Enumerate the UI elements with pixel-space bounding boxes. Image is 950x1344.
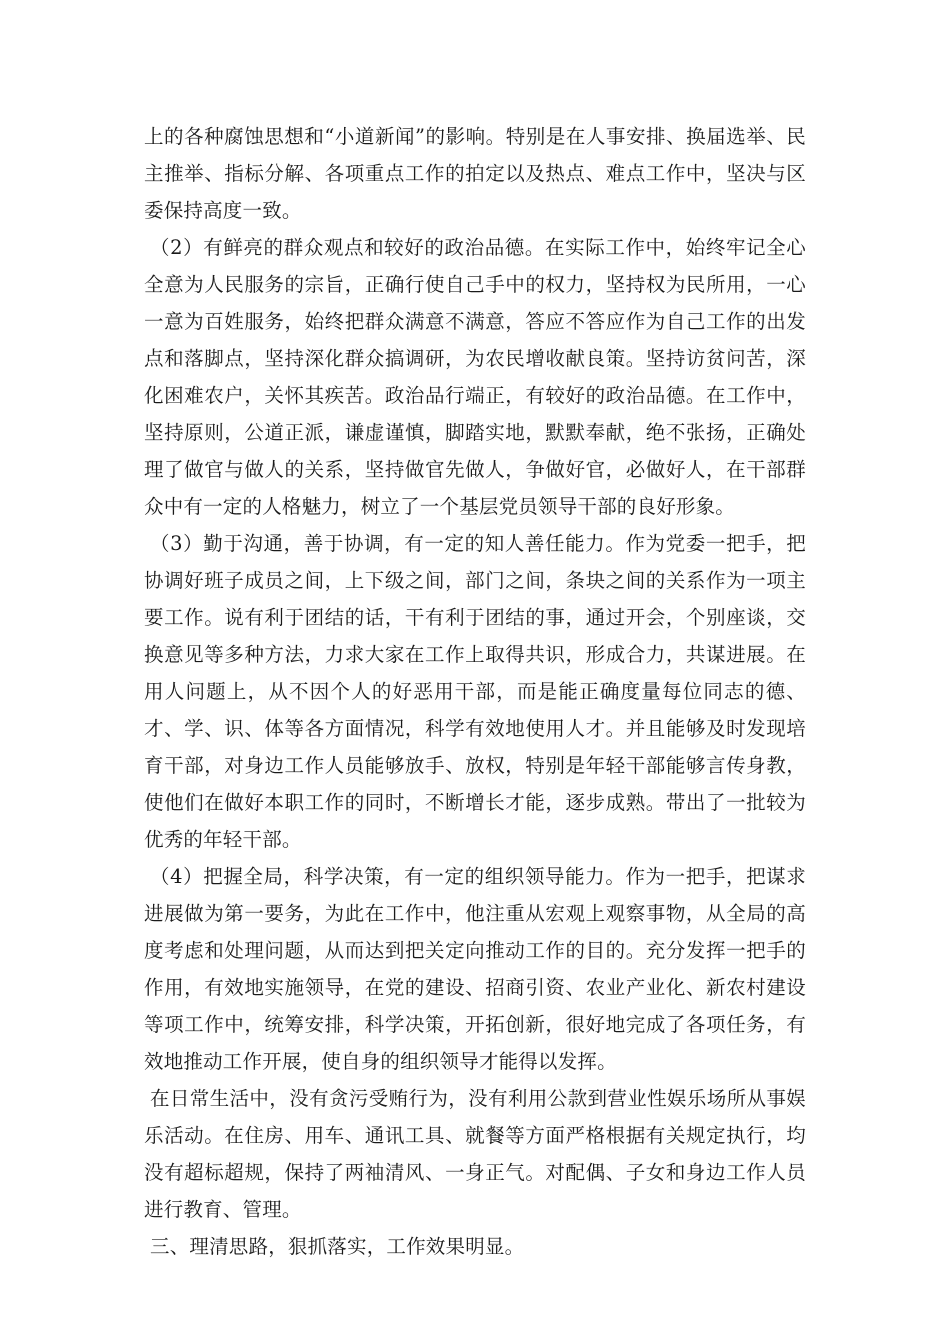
document-body: [144, 118, 806, 1265]
section-heading-three: 三、理清思路，狠抓落实，工作效果明显。: [150, 1235, 525, 1258]
paragraph-continuation: 上的各种腐蚀思想和“小道新闻”的影响。特别是在人事安排、换届选举、民主推举、指标分解、各项重点工作的拍定以及热点、难点工作中，坚决与区委保持高度一致。: [144, 125, 806, 222]
paragraph-point-4: （4）把握全局，科学决策，有一定的组织领导能力。作为一把手，把谋求进展做为第一要务，为此在工作中，他注重从宏观上观察事物，从全局的高度考虑和处理问题，从而达到把关定向推动工作的目的。充分发挥一把手的作用，有效地实施领导，在党的建设、招商引资、农业产业化、新农村建设等项工作中，统筹安排，科学决策，开拓创新，很好地完成了各项任务，有效地推动工作开展，使自身的组织领导才能得以发挥。: [144, 865, 806, 1073]
paragraph-point-2: （2）有鲜亮的群众观点和较好的政治品德。在实际工作中，始终牢记全心全意为人民服务的宗旨，正确行使自己手中的权力，坚持权为民所用，一心一意为百姓服务，始终把群众满意不满意，答应不答应作为自己工作的出发点和落脚点，坚持深化群众搞调研，为农民增收献良策。坚持访贫问苦，深化困难农户，关怀其疾苦。政治品行端正，有较好的政治品德。在工作中，坚持原则，公道正派，谦虚谨慎，脚踏实地，默默奉献，绝不张扬，正确处理了做官与做人的关系，坚持做官先做人，争做好官，必做好人，在干部群众中有一定的人格魅力，树立了一个基层党员领导干部的良好形象。: [144, 236, 806, 518]
paragraph-daily-life: 在日常生活中，没有贪污受贿行为，没有利用公款到营业性娱乐场所从事娱乐活动。在住房、用车、通讯工具、就餐等方面严格根据有关规定执行，均没有超标超规，保持了两袖清风、一身正气。对配偶、子女和身边工作人员进行教育、管理。: [144, 1087, 806, 1221]
paragraph-point-3: （3）勤于沟通，善于协调，有一定的知人善任能力。作为党委一把手，把协调好班子成员之间，上下级之间，部门之间，条块之间的关系作为一项主要工作。说有利于团结的话，干有利于团结的事，通过开会，个别座谈，交换意见等多种方法，力求大家在工作上取得共识，形成合力，共谋进展。在用人问题上，从不因个人的好恶用干部，而是能正确度量每位同志的德、才、学、识、体等各方面情况，科学有效地使用人才。并且能够及时发现培育干部，对身边工作人员能够放手、放权，特别是年轻干部能够言传身教，使他们在做好本职工作的同时，不断增长才能，逐步成熟。带出了一批较为优秀的年轻干部。: [144, 532, 806, 851]
